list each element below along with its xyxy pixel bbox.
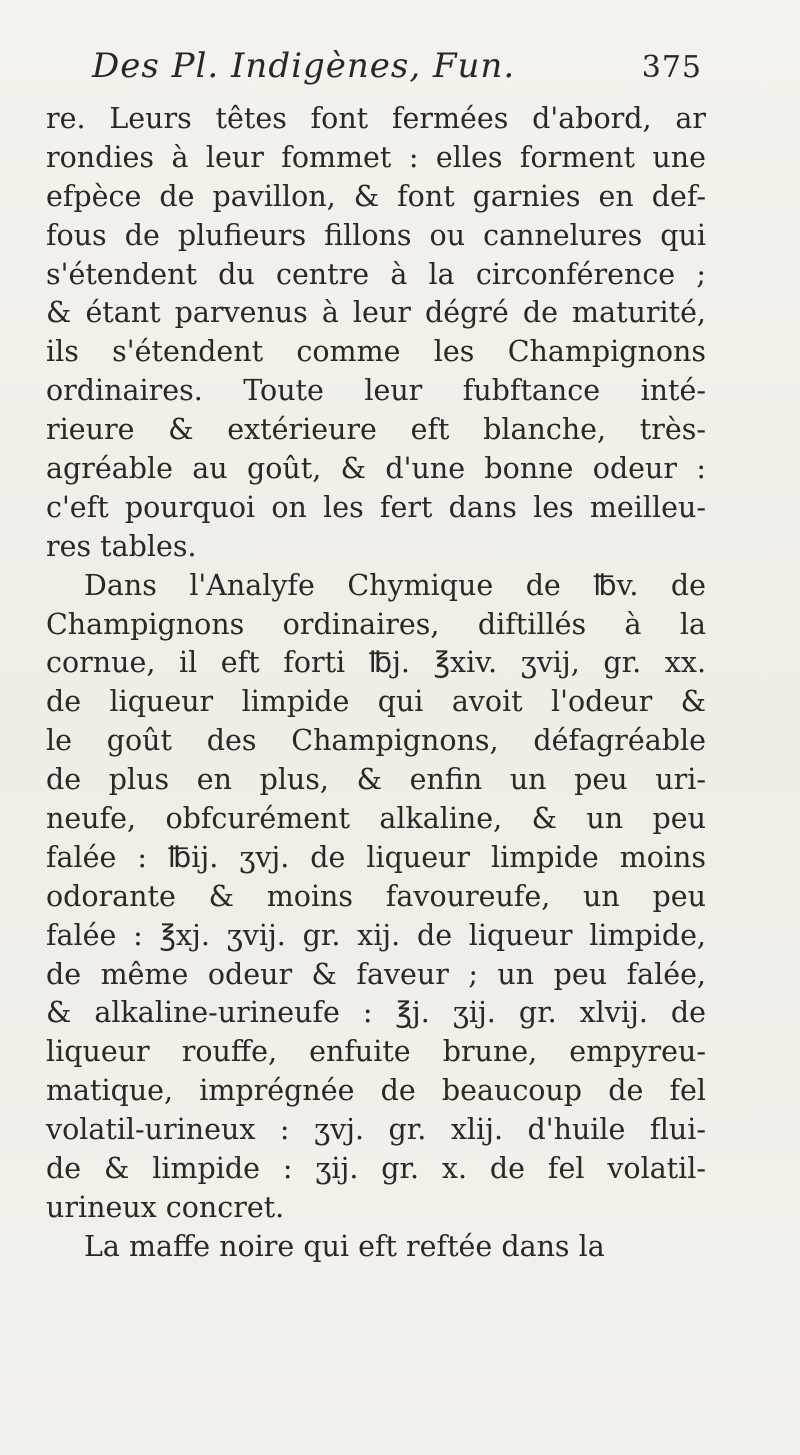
page-number: 375: [641, 50, 702, 85]
text-line: de plus en plus, & enfin un peu uri-: [46, 763, 706, 797]
text-line: liqueur rouffe, enfuite brune, empyreu-: [46, 1035, 706, 1069]
text-line: fous de plufieurs fillons ou cannelures qui: [46, 218, 706, 252]
text-line: agréable au goût, & d'une bonne odeur :: [46, 452, 706, 486]
text-line: s'étendent du centre à la circonférence ;: [46, 257, 706, 291]
text-line: rieure & extérieure eft blanche, très-: [46, 413, 706, 447]
text-line: Dans l'Analyfe Chymique de ℔v. de: [84, 568, 706, 602]
text-line: de & limpide : ʒij. gr. x. de fel volatil-: [46, 1152, 706, 1186]
text-line: falée : ℥xj. ʒvij. gr. xij. de liqueur limpide,: [46, 918, 706, 952]
text-line: ils s'étendent comme les Champignons: [46, 335, 706, 369]
text-line: urineux concret.: [46, 1190, 285, 1224]
text-line: & étant parvenus à leur dégré de maturité,: [46, 296, 706, 330]
text-line: odorante & moins favoureufe, un peu: [46, 879, 706, 913]
text-line: neufe, obfcurément alkaline, & un peu: [46, 802, 706, 836]
text-line: falée : ℔ij. ʒvj. de liqueur limpide moins: [46, 840, 706, 874]
text-line: efpèce de pavillon, & font garnies en def-: [46, 179, 706, 213]
text-line: rondies à leur fommet : elles forment une: [46, 140, 706, 174]
text-line: La maffe noire qui eft reftée dans la: [84, 1229, 605, 1263]
text-line: volatil-urineux : ʒvj. gr. xlij. d'huile flui-: [46, 1113, 706, 1147]
text-line: Champignons ordinaires, diftillés à la: [46, 607, 706, 641]
text-line: res tables.: [46, 529, 197, 563]
text-line: & alkaline-urineufe : ℥j. ʒij. gr. xlvij. de: [46, 996, 706, 1030]
text-line: c'eft pourquoi on les fert dans les meilleu-: [46, 490, 706, 524]
text-line: matique, imprégnée de beaucoup de fel: [46, 1074, 706, 1108]
running-header: [92, 46, 702, 98]
text-line: de liqueur limpide qui avoit l'odeur &: [46, 685, 706, 719]
running-title: Des Pl. Indigènes, Fun.: [92, 46, 516, 86]
text-line: le goût des Champignons, défagréable: [46, 724, 706, 758]
text-line: de même odeur & faveur ; un peu falée,: [46, 957, 706, 991]
text-line: re. Leurs têtes font fermées d'abord, ar: [46, 102, 706, 135]
body-text: [46, 100, 706, 1267]
text-line: ordinaires. Toute leur fubftance inté-: [46, 374, 706, 408]
text-line: cornue, il eft forti ℔j. ℥xiv. ʒvij, gr. xx.: [46, 646, 706, 680]
